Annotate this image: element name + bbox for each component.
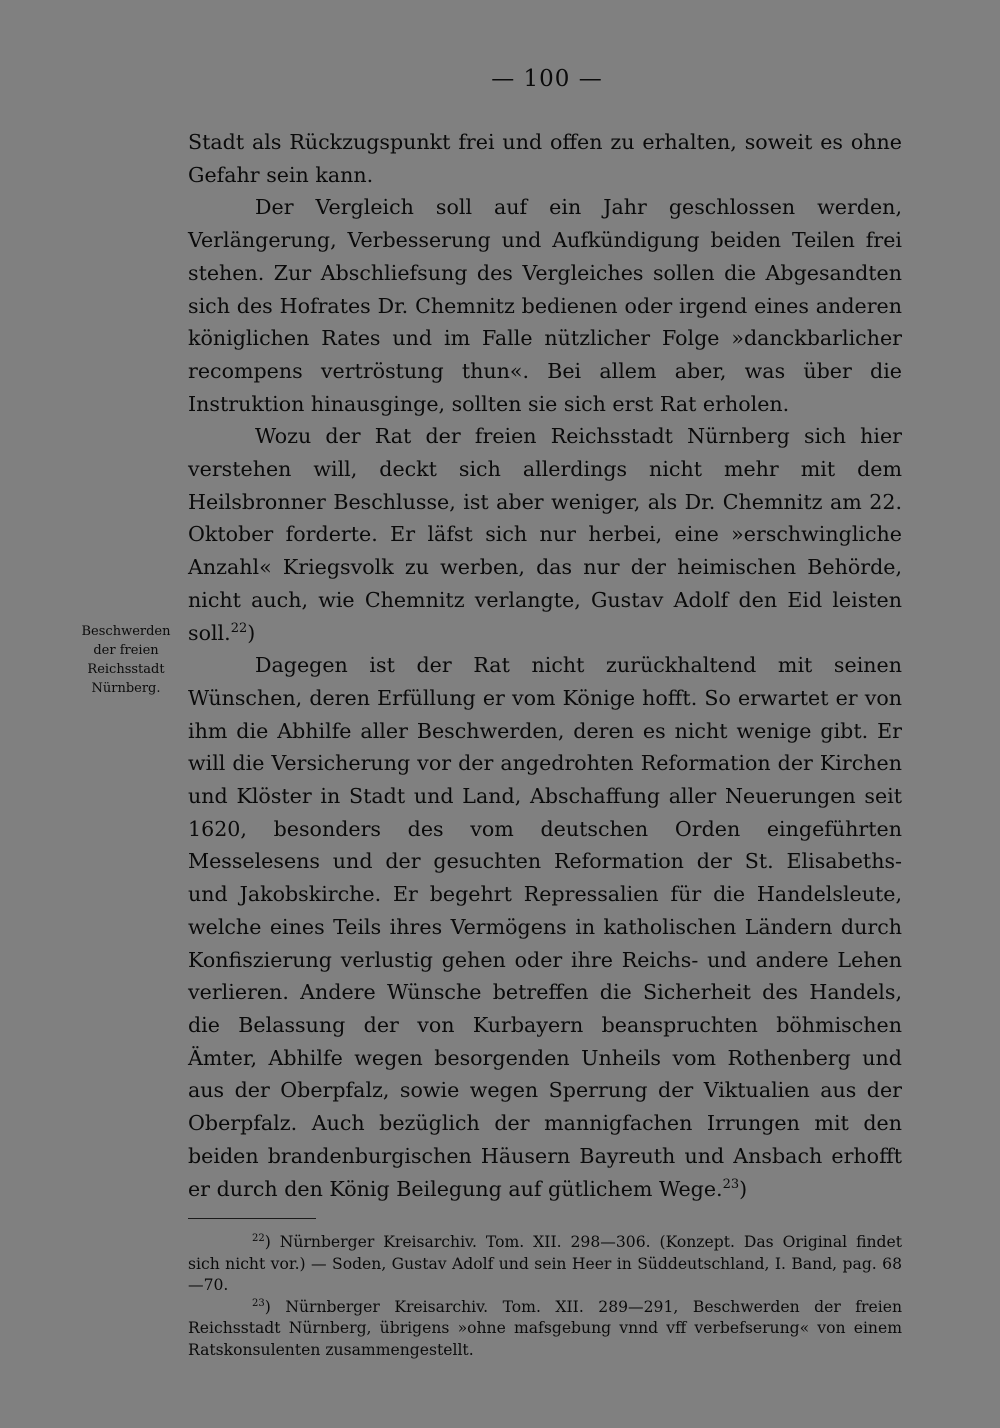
footnote-23	[188, 1297, 902, 1362]
paragraph-4-text: Dagegen ist der Rat nicht zurückhaltend mit seinen Wünschen, deren Erfüllung er vom Könige hofft. So erwartet er von ihm die Abhilfe aller Beschwerden, deren es nicht wenige gibt. Er will die Versicherung vor der angedrohten Reformation der Kirchen und Klöster in Stadt und Land, Abschaffung aller Neuerungen seit 1620, besonders des vom deutschen Orden eingeführten Messelesens und der gesuchten Reformation der St. Elisabeths- und Jakobskirche. Er begehrt Repressalien für die Handelsleute, welche eines Teils ihres Vermögens in katholischen Ländern durch Konfiszierung verlustig gehen oder ihre Reichs- und andere Lehen verlieren. Andere Wünsche betreffen die Sicherheit des Handels, die Belassung der von Kurbayern beanspruchten böhmischen Ämter, Abhilfe wegen besorgenden Unheils vom Rothenberg und aus der Oberpfalz, sowie wegen Sperrung der Viktualien aus der Oberpfalz. Auch bezüglich der mannigfachen Irrungen mit den beiden brandenburgischen Häusern Bayreuth und Ansbach erhofft er durch den König Beilegung auf gütlichem Wege.	[188, 653, 902, 1201]
main-text	[188, 126, 902, 1205]
footnote-22	[188, 1232, 902, 1297]
footnotes	[188, 1232, 902, 1361]
footnote-ref-22-paren: )	[247, 620, 256, 645]
paragraph-1: Stadt als Rückzugspunkt frei und offen zu erhalten, soweit es ohne Gefahr sein kann.	[188, 130, 902, 187]
paragraph-4	[188, 649, 902, 1205]
paragraph-3	[188, 420, 902, 649]
footnote-22-number: 22	[252, 1233, 265, 1244]
footnote-23-number: 23	[252, 1297, 265, 1309]
footnote-22-text: ) Nürnberger Kreisarchiv. Tom. XII. 298—306. (Konzept. Das Original findet sich nicht vor.) — Soden, Gustav Adolf und sein Heer in Süddeutschland, I. Band, pag. 68—70.	[188, 1233, 902, 1294]
footnote-ref-23-paren: )	[739, 1176, 748, 1201]
margin-note: Beschwerden der freien Reichsstadt Nürnberg.	[81, 624, 171, 696]
footnote-ref-23: 23	[722, 1176, 740, 1192]
footnote-23-text: ) Nürnberger Kreisarchiv. Tom. XII. 289—291, Beschwerden der freien Reichsstadt Nürnberg, übrigens »ohne mafsgebung vnnd vff verbefserung« von einem Ratskonsulenten zusammengestellt.	[188, 1297, 902, 1359]
paragraph-3-text: Wozu der Rat der freien Reichsstadt Nürnberg sich hier verstehen will, deckt sich allerdings nicht mehr mit dem Heilsbronner Beschlusse, ist aber weniger, als Dr. Chemnitz am 22. Oktober forderte. Er läfst sich nur herbei, eine »erschwingliche Anzahl« Kriegsvolk zu werben, das nur der heimischen Behörde, nicht auch, wie Chemnitz verlangte, Gustav Adolf den Eid leisten soll.	[188, 424, 902, 645]
page-number: — 100 —	[491, 66, 603, 92]
footnote-separator	[188, 1218, 316, 1219]
paragraph-2: Der Vergleich soll auf ein Jahr geschlossen werden, Verlängerung, Verbesserung und Aufkündigung beiden Teilen frei stehen. Zur Abschliefsung des Vergleiches sollen die Abgesandten sich des Hofrates Dr. Chemnitz bedienen oder irgend eines anderen königlichen Rates und im Falle nützlicher Folge »danckbarlicher recompens vertröstung thun«. Bei allem aber, was über die Instruktion hinausginge, sollten sie sich erst Rat erholen.	[188, 195, 902, 416]
footnote-ref-22: 22	[230, 620, 248, 636]
